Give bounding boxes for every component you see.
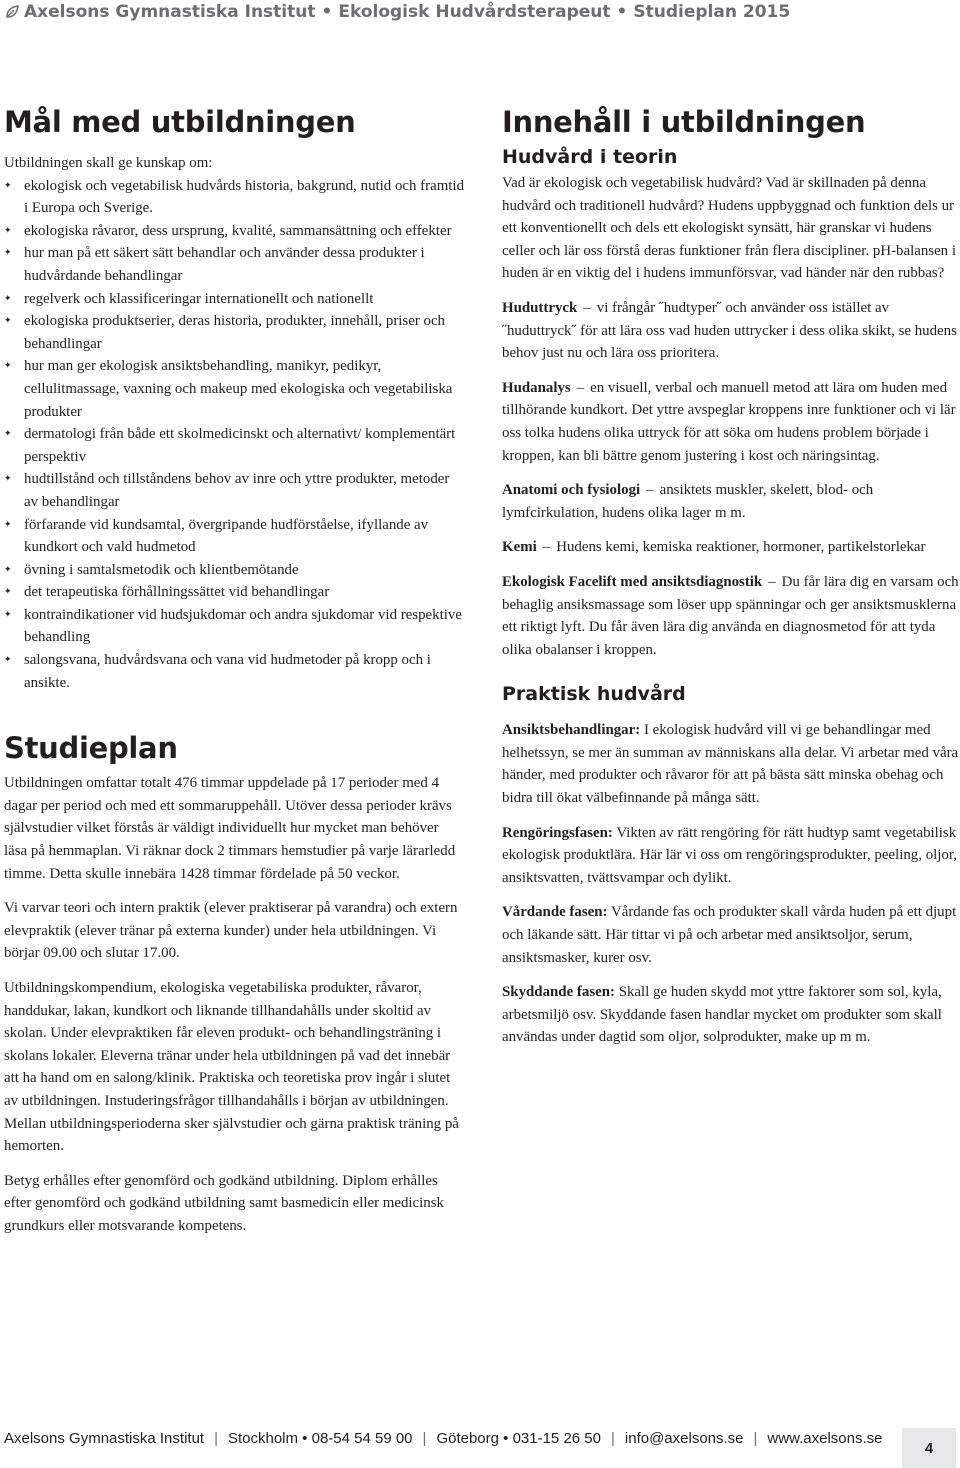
- topic-text: Vikten av rätt rengöring för rätt hudtyp samt vegetabilisk ekologisk produktlära. Här lär vi oss om rengöringsprodukter, peeling, oljor, ansiktsvatten, tvättsvampar och dylikt.: [502, 824, 957, 886]
- topic-term: Ansiktsbehandlingar:: [502, 722, 641, 739]
- topic-term: Rengöringsfasen:: [502, 824, 613, 841]
- goal-bullet-item: ✦ ekologiska råvaror, dess ursprung, kvalité, sammansättning och effekter: [4, 220, 464, 243]
- goal-bullet-item: ✦ dermatologi från både ett skolmedicinskt och alternativt/ komplementärt perspektiv: [4, 423, 464, 468]
- topic-paragraph: [502, 901, 960, 969]
- studieplan-body: [4, 772, 464, 1237]
- content-heading: Innehåll i utbildningen: [502, 105, 866, 139]
- topic-text: I ekologisk hudvård vill vi ge behandlingar med helhetssyn, se mer än summan av människans alla delar. Vi arbetar med våra händer, med produkter och råvaror för att på bästa sätt minska obehag och bidra till ökat välbefinnande på många sätt.: [502, 722, 959, 807]
- studieplan-paragraph: Vi varvar teori och intern praktik (elever praktiserar på varandra) och extern elevpraktik (elever tränar på externa kunder) under hela utbildningen. Vi börjar 09.00 och slutar 17.00.: [4, 900, 458, 962]
- footer-institute: Axelsons Gymnastiska Institut: [4, 1430, 205, 1447]
- topic-text: ansiktets muskler, skelett, blod- och lymfcirkulation, hudens olika lager m m.: [502, 482, 874, 521]
- goal-bullet-item: ✦ övning i samtalsmetodik och klientbemötande: [4, 559, 464, 582]
- topic-text: Vårdande fas och produkter skall vårda huden på ett djupt och läkande sätt. Här tittar vi på och arbetar med ansiktsoljor, serum, ansiktsmasker, kurer osv.: [502, 904, 957, 966]
- practice-heading: Praktisk hudvård: [502, 683, 686, 706]
- studieplan-paragraph: Utbildningskompendium, ekologiska vegetabiliska produkter, råvaror, handdukar, lakan, kundkort och liknande tillhandahålls under skoltid av skolan. Under elevpraktiken får eleven produkt- och behandlingsträning i skolans lokaler. Eleverna tränar under hela utbildningen på vad det innebär att ha hand om en salong/klinik. Praktiska och teoretiska prov ingår i slutet av utbildningen. Instuderingsfrågor tillhandahålls i början av utbildningen. Mellan utbildningsperioderna sker självstudier och gärna praktisk träning på hemorten.: [4, 980, 459, 1155]
- header-separator: •: [321, 2, 333, 22]
- topic-term: Vårdande fasen:: [502, 904, 608, 921]
- goal-bullet-item: ✦ ekologisk och vegetabilisk hudvårds historia, bakgrund, nutid och framtid i Europa och Sverige.: [4, 175, 464, 220]
- goal-bullet-item: ✦ hudtillstånd och tillståndens behov av inre och yttre produkter, metoder av behandlingar: [4, 468, 464, 513]
- practice-items: [502, 719, 960, 1049]
- topic-term: Huduttryck: [502, 299, 578, 316]
- topic-text: en visuell, verbal och manuell metod att lära om huden med tillhörande kundkort. Det yttre avspeglar kroppens inre funktioner och vi lär oss tolka hudens olika uttryck för att söka om hudens problem började i kroppen, kan bli bättre genom justering i kost och näringsintag.: [502, 379, 956, 464]
- goal-bullet-item: ✦ kontraindikationer vid hudsjukdomar och andra sjukdomar vid respektive behandling: [4, 604, 464, 649]
- topic-term: Kemi: [502, 539, 537, 556]
- topic-text: Hudens kemi, kemiska reaktioner, hormoner, partikelstorlekar: [556, 539, 926, 556]
- theory-heading: Hudvård i teorin: [502, 146, 678, 168]
- topic-dash: –: [646, 482, 654, 499]
- topic-dash: –: [768, 573, 776, 590]
- goal-bullet-item: ✦ förfarande vid kundsamtal, övergripande hudförståelse, ifyllande av kundkort och vald hudmetod: [4, 514, 464, 559]
- goal-bullet-item: ✦ salongsvana, hudvårdsvana och vana vid hudmetoder på kropp och i ansikte.: [4, 649, 464, 694]
- topic-paragraph: [502, 571, 960, 661]
- topic-term: Hudanalys: [502, 379, 571, 396]
- topic-paragraph: [502, 536, 960, 559]
- goal-bullet-item: ✦ det terapeutiska förhållningssättet vid behandlingar: [4, 581, 464, 604]
- header-institute: Axelsons Gymnastiska Institut: [24, 2, 316, 22]
- topic-dash: –: [576, 379, 585, 396]
- topic-dash: –: [542, 539, 551, 556]
- topic-paragraph: [502, 479, 960, 524]
- studieplan-heading: Studieplan: [4, 731, 178, 766]
- theory-items: [502, 297, 960, 661]
- topic-text: vi frångår ˝hudtyper˝ och använder oss istället av ˝huduttryck˝ för att lära oss vad huden uttrycker i dess olika skikt, se hudens behov just nu och lära oss prioritera.: [502, 299, 957, 362]
- footer-divider: |: [422, 1430, 427, 1447]
- topic-paragraph: [502, 297, 960, 365]
- page-number: 4: [902, 1428, 956, 1468]
- footer-divider: |: [753, 1430, 758, 1447]
- topic-term: Ekologisk Facelift med ansiktsdiagnostik: [502, 573, 763, 590]
- topic-text: Skall ge huden skydd mot yttre faktorer som sol, kyla, arbetsmiljö osv. Skyddande fasen handlar mycket om produkter som skall användas under dagtid som oljor, solprodukter, make up m m.: [502, 984, 942, 1046]
- footer: [4, 1430, 882, 1447]
- footer-email[interactable]: info@axelsons.se: [624, 1430, 744, 1447]
- goals-intro: Utbildningen skall ge kunskap om:: [4, 155, 213, 171]
- header-separator: •: [616, 2, 628, 22]
- goals-list: [4, 175, 464, 695]
- footer-divider: |: [214, 1430, 218, 1447]
- header-program: Ekologisk Hudvårdsterapeut: [338, 2, 611, 22]
- goal-bullet-item: ✦ regelverk och klassificeringar internationellt och nationellt: [4, 288, 464, 311]
- right-column: [502, 102, 960, 1049]
- topic-paragraph: [502, 377, 960, 467]
- goal-bullet-item: ✦ hur man ger ekologisk ansiktsbehandling, manikyr, pedikyr, cellulitmassage, vaxning och makeup med ekologiska och vegetabiliska produkter: [4, 355, 464, 423]
- topic-term: Anatomi och fysiologi: [502, 482, 641, 499]
- topic-term: Skyddande fasen:: [502, 984, 615, 1001]
- left-column: [4, 102, 464, 1238]
- topic-paragraph: [502, 981, 960, 1049]
- footer-goteborg: Göteborg • 031-15 26 50: [436, 1430, 601, 1447]
- goals-heading: Mål med utbildningen: [4, 105, 356, 139]
- footer-web[interactable]: www.axelsons.se: [767, 1430, 883, 1447]
- footer-stockholm: Stockholm • 08-54 54 59 00: [227, 1430, 413, 1447]
- studieplan-paragraph: Utbildningen omfattar totalt 476 timmar uppdelade på 17 perioder med 4 dagar per period och med ett sommaruppehåll. Utöver dessa perioder krävs självstudier vilket förstås är väldigt individuellt hur mycket man behöver läsa på hemmaplan. Vi räknar dock 2 timmars hemstudier på varje lärarledd timme. Detta skulle innebära 1428 timmar fördelade på 50 veckor.: [4, 775, 456, 882]
- topic-paragraph: [502, 719, 960, 809]
- leaf-icon: [4, 4, 20, 20]
- running-header: [0, 0, 960, 24]
- topic-paragraph: [502, 822, 960, 890]
- topic-text: Du får lära dig en varsam och behaglig ansiksmassage som löser upp spänningar och ger ansiktsmusklerna ett riktigt lyft. Du får även lära dig använda en diagnosmetod för att tyda olika obalanser i kroppen.: [502, 573, 959, 658]
- goal-bullet-item: ✦ hur man på ett säkert sätt behandlar och använder dessa produkter i hudvårdande behandlingar: [4, 242, 464, 287]
- goal-bullet-item: ✦ ekologiska produktserier, deras historia, produkter, innehåll, priser och behandlingar: [4, 310, 464, 355]
- studieplan-paragraph: Betyg erhålles efter genomförd och godkänd utbildning. Diplom erhålles efter genomförd och godkänd utbildning samt basmedicin eller medicinsk grundkurs eller motsvarande kompetens.: [4, 1172, 444, 1234]
- theory-intro: Vad är ekologisk och vegetabilisk hudvård? Vad är skillnaden på denna hudvård och traditionell hudvård? Hudens uppbyggnad och funktion dels ur ett konventionellt och dels ett ekologiskt synsätt, här granskar vi hudens celler och lär oss förstå deras funktioner från flera discipliner. pH-balansen i huden är en viktig del i hudens immunförsvar, vad händer när den rubbas?: [502, 175, 956, 282]
- topic-dash: –: [583, 299, 591, 316]
- footer-divider: |: [610, 1430, 615, 1447]
- header-plan: Studieplan 2015: [633, 2, 791, 22]
